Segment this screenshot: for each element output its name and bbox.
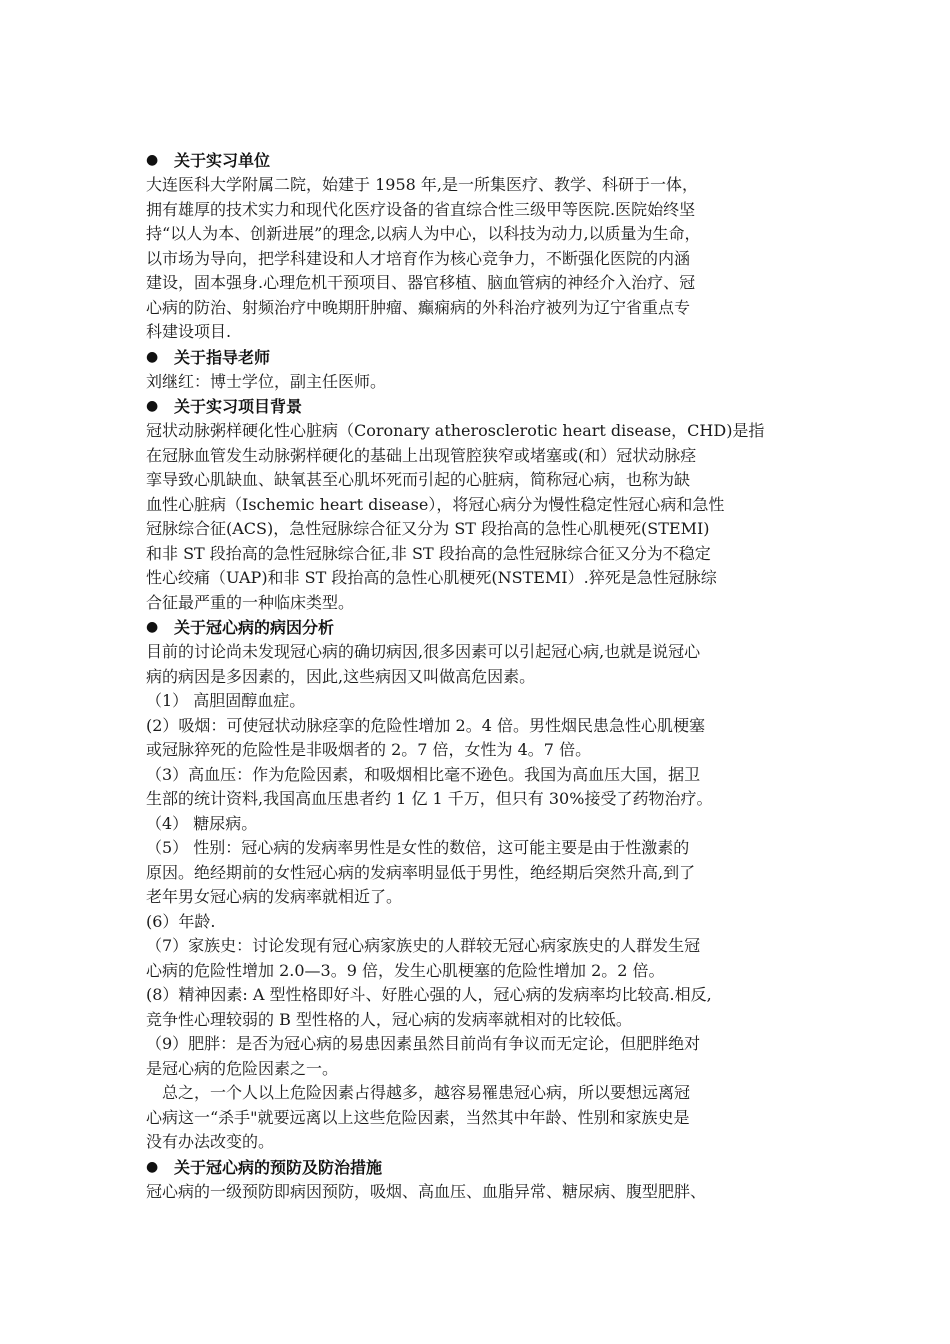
paragraph-line: 建设，固本强身.心理危机干预项目、器官移植、脑血管病的神经介入治疗、冠 bbox=[146, 273, 696, 292]
list-item: （4） 糖尿病。 bbox=[146, 813, 258, 833]
paragraph-line: 在冠脉血管发生动脉粥样硬化的基础上出现管腔狭窄或堵塞或(和）冠状动脉痉 bbox=[146, 445, 697, 465]
heading-text: 关于冠心病的预防及防治措施 bbox=[174, 1157, 383, 1177]
heading-text: 关于实习项目背景 bbox=[174, 397, 303, 416]
list-item: （7）家族史：讨论发现有冠心病家族史的人群较无冠心病家族史的人群发生冠 bbox=[146, 936, 701, 955]
paragraph-line: 刘继红：博士学位，副主任医师。 bbox=[146, 371, 387, 391]
bullet-icon: ● bbox=[146, 1158, 159, 1175]
heading-text: 关于实习单位 bbox=[174, 151, 271, 170]
paragraph-line: 以市场为导向，把学科建设和人才培育作为核心竞争力，不断强化医院的内涵 bbox=[146, 248, 691, 268]
heading-text: 关于指导老师 bbox=[174, 347, 271, 367]
bullet-icon: ● bbox=[146, 348, 159, 365]
section-heading bbox=[146, 1155, 816, 1180]
section-heading bbox=[146, 394, 816, 419]
paragraph-line: 大连医科大学附属二院，始建于 1958 年,是一所集医疗、教学、科研于一体， bbox=[146, 175, 698, 194]
summary-line: 总之，一个人以上危险因素占得越多，越容易罹患冠心病，所以要想远离冠 bbox=[162, 1083, 691, 1102]
paragraph-line: 目前的讨论尚未发现冠心病的确切病因,很多因素可以引起冠心病,也就是说冠心 bbox=[146, 642, 701, 661]
list-item: (8）精神因素: A 型性格即好斗、好胜心强的人，冠心病的发病率均比较高.相反, bbox=[146, 985, 712, 1004]
paragraph-line: 冠状动脉粥样硬化性心脏病（Coronary atherosclerotic heart disease，CHD)是指 bbox=[146, 421, 765, 440]
list-item-continued: 心病的危险性增加 2.0—3。9 倍，发生心肌梗塞的危险性增加 2。2 倍。 bbox=[146, 960, 665, 980]
paragraph-line: 和非 ST 段抬高的急性冠脉综合征,非 ST 段抬高的急性冠脉综合征又分为不稳定 bbox=[146, 543, 711, 563]
list-item-continued: 原因。绝经期前的女性冠心病的发病率明显低于男性，绝经期后突然升高,到了 bbox=[146, 862, 696, 882]
list-item: (2）吸烟：可使冠状动脉痉挛的危险性增加 2。4 倍。男性烟民患急性心肌梗塞 bbox=[146, 715, 705, 735]
list-item: (6）年龄. bbox=[146, 911, 216, 931]
paragraph-line: 血性心脏病（Ischemic heart disease），将冠心病分为慢性稳定性冠心病和急性 bbox=[146, 494, 725, 514]
paragraph-line: 合征最严重的一种临床类型。 bbox=[146, 592, 355, 612]
heading-text: 关于冠心病的病因分析 bbox=[174, 618, 335, 637]
document-body bbox=[146, 148, 816, 1204]
list-item: （3）高血压：作为危险因素，和吸烟相比毫不逊色。我国为高血压大国，据卫 bbox=[146, 764, 701, 784]
paragraph-line: 持“以人为本、创新进展”的理念,以病人为中心，以科技为动力,以质量为生命， bbox=[146, 224, 701, 243]
list-item-continued: 生部的统计资料,我国高血压患者约 1 亿 1 千万，但只有 30%接受了药物治疗。 bbox=[146, 789, 713, 808]
list-item-continued: 竞争性心理较弱的 B 型性格的人，冠心病的发病率就相对的比较低。 bbox=[146, 1009, 632, 1029]
paragraph-line: 冠心病的一级预防即病因预防，吸烟、高血压、血脂异常、糖尿病、腹型肥胖、 bbox=[146, 1181, 707, 1201]
paragraph-line: 拥有雄厚的技术实力和现代化医疗设备的省直综合性三级甲等医院.医院始终坚 bbox=[146, 199, 696, 219]
list-item: （1） 高胆固醇血症。 bbox=[146, 691, 306, 710]
list-item-continued: 是冠心病的危险因素之一。 bbox=[146, 1058, 339, 1078]
bullet-icon: ● bbox=[146, 398, 159, 414]
paragraph-line: 冠脉综合征(ACS)，急性冠脉综合征又分为 ST 段抬高的急性心肌梗死(STEMI) bbox=[146, 519, 710, 538]
list-item: （5） 性别：冠心病的发病率男性是女性的数倍，这可能主要是由于性激素的 bbox=[146, 838, 690, 857]
summary-line: 没有办法改变的。 bbox=[146, 1132, 275, 1151]
bullet-icon: ● bbox=[146, 619, 159, 635]
section-heading bbox=[146, 148, 816, 173]
paragraph-line: 病的病因是多因素的，因此,这些病因又叫做高危因素。 bbox=[146, 666, 536, 686]
paragraph-line: 心病的防治、射频治疗中晚期肝肿瘤、癫痫病的外科治疗被列为辽宁省重点专 bbox=[146, 297, 691, 317]
bullet-icon: ● bbox=[146, 152, 159, 168]
summary-line: 心病这一“杀手"就要远离以上这些危险因素，当然其中年龄、性别和家族史是 bbox=[146, 1107, 690, 1127]
paragraph-line: 性心绞痛（UAP)和非 ST 段抬高的急性心肌梗死(NSTEMI）.猝死是急性冠脉综 bbox=[146, 568, 717, 587]
paragraph-line: 挛导致心肌缺血、缺氧甚至心肌坏死而引起的心脏病，简称冠心病，也称为缺 bbox=[146, 470, 691, 489]
section-heading bbox=[146, 345, 816, 370]
list-item-continued: 或冠脉猝死的危险性是非吸烟者的 2。7 倍，女性为 4。7 倍。 bbox=[146, 740, 592, 759]
list-item: （9）肥胖：是否为冠心病的易患因素虽然目前尚有争议而无定论，但肥胖绝对 bbox=[146, 1034, 701, 1053]
section-heading bbox=[146, 615, 816, 640]
paragraph-line: 科建设项目. bbox=[146, 322, 232, 341]
list-item-continued: 老年男女冠心病的发病率就相近了。 bbox=[146, 887, 403, 906]
